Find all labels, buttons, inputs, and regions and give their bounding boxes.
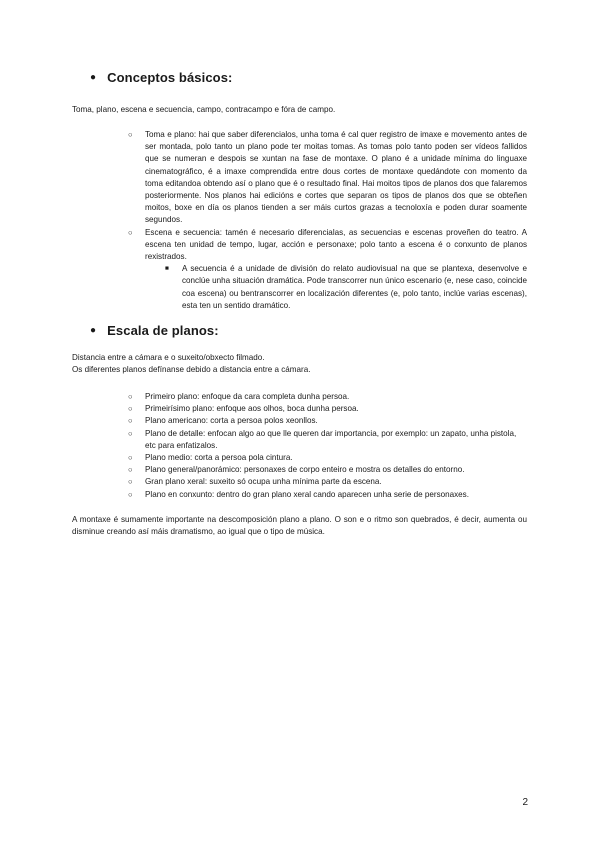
sublist-item [165, 263, 527, 312]
page-number: 2 [522, 797, 528, 808]
conceptos-intro: Toma, plano, escena e secuencia, campo, contracampo e fóra de campo. [72, 105, 336, 114]
escala-intro-1: Distancia entre a cámara e o suxeito/obxecto filmado. [72, 353, 265, 362]
heading-title: Escala de planos: [107, 323, 219, 338]
list-marker: ○ [128, 465, 133, 475]
escala-closing-paragraph: A montaxe é sumamente importante na descomposición plano a plano. O son e o ritmo son quebrados, é decir, aumenta ou disminue creando así máis dramatismo, ao igual que o tipo de música. [72, 515, 527, 537]
escala-intro-2: Os diferentes planos defínanse debido a distancia entre a cámara. [72, 365, 311, 374]
list-item [128, 464, 527, 476]
list-item [128, 489, 527, 501]
section-heading-conceptos [90, 70, 232, 85]
list-item-text: Primeirísimo plano: enfoque aos olhos, boca dunha persoa. [145, 404, 359, 414]
list-item-text: Escena e secuencia: tamén é necesario diferencialas, as secuencias e escenas proveñen do teatro. A escena ten unidad de tempo, lugar, acción e personaxe; polo tanto a escena é o conxunto de planos rexistrados. [145, 227, 527, 262]
list-item [128, 391, 527, 403]
list-item [128, 476, 527, 488]
list-item [128, 227, 527, 312]
list-item-text: Plano medio: corta a persoa pola cintura. [145, 453, 293, 463]
list-item-text: Toma e plano: hai que saber diferencialos, unha toma é cal quer registro de imaxe e movemento antes de ser montada, polo tanto un plano pode ter moitas tomas. As tomas polo tanto poden ser vídeos fallidos que se numeran e despois se xuntan na fase de montaxe. O plano é a unidade mínima do linguaxe cinematográfico, é a imaxe comprendida entre dous cortes de montaxe quedándote con momento da toma editandoa obtendo así o plano que é o resultado final. Hai moitos tipos de planos dos que falaremos posteriormente. Nos planos hai edicións e cortes que separan os tipos de planos dos que se obteñen moitos, boxe en día os planos tienden a ser máis curtos grazas a tecnoloxía e poden durar soamente segundos. [145, 130, 527, 225]
list-item [128, 428, 527, 452]
sublist-marker: ■ [165, 265, 169, 273]
heading-bullet: ● [90, 72, 97, 83]
list-marker: ○ [128, 416, 133, 426]
list-item [128, 403, 527, 415]
list-item-text: Plano general/panorámico: personaxes de corpo enteiro e mostra os detalles do entorno. [145, 465, 465, 475]
list-marker: ○ [128, 428, 133, 438]
list-item-text: Gran plano xeral: suxeito só ocupa unha mínima parte da escena. [145, 477, 382, 487]
list-item-text: Plano de detalle: enfocan algo ao que lle queren dar importancia, por exemplo: un zapato, unha pistola, etc para enfatizalos. [145, 428, 517, 450]
heading-title: Conceptos básicos: [107, 70, 233, 85]
list-item-text: Plano en conxunto: dentro do gran plano xeral cando aparecen unha serie de personaxes. [145, 489, 469, 499]
heading-bullet: ● [90, 325, 97, 336]
conceptos-sublist [165, 263, 527, 312]
list-item-text: Primeiro plano: enfoque da cara completa dunha persoa. [145, 392, 350, 401]
conceptos-list [128, 129, 527, 312]
list-item [128, 452, 527, 464]
list-marker: ○ [128, 453, 133, 463]
list-marker: ○ [128, 392, 133, 401]
escala-list [128, 391, 527, 501]
list-marker: ○ [128, 404, 133, 414]
list-item [128, 129, 527, 227]
list-item-text: Plano americano: corta a persoa polos xeonllos. [145, 416, 318, 426]
sublist-item-text: A secuencia é a unidade de división do relato audiovisual na que se plantexa, desenvolve e conclúe unha situación dramática. Pode transcorrer nun único escenario (e, nese caso, coincide coa escena) ou bentranscorrer en localización diferentes (e, polo tanto, inclúe varias escenas), esta ten un sentido dramático. [182, 264, 527, 310]
list-marker: ○ [128, 489, 133, 499]
list-marker: ○ [128, 477, 133, 487]
list-marker: ○ [128, 227, 133, 237]
section-heading-escala [90, 323, 219, 338]
list-item [128, 415, 527, 427]
list-marker: ○ [128, 130, 133, 139]
